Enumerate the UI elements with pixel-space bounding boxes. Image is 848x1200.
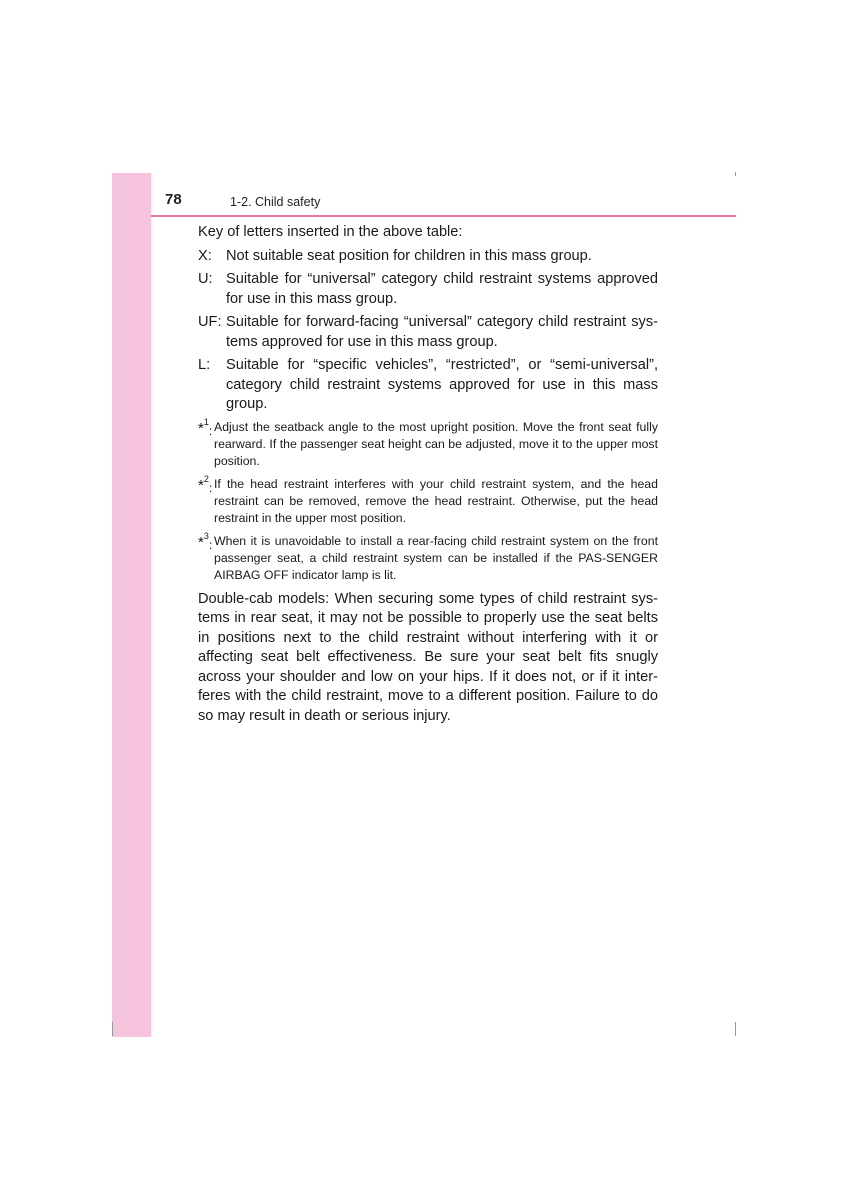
closing-paragraph: Double-cab models: When securing some types of child restraint sys-tems in rear seat, it may not be possible to properly use the seat belts in positions next to the child restraint without interfering with it or affecting seat belt effectiveness. Be sure your seat belt fits snugly across your shoulder and low on your hips. If it does not, or if it inter-feres with the child restraint, move to a different position. Failure to do so may result in death or serious injury. — [198, 590, 658, 724]
footnote-marker: *$^3$: — [198, 530, 213, 552]
page-body — [198, 223, 658, 726]
header-rule — [151, 215, 736, 217]
key-text: Suitable for “specific vehicles”, “restricted”, or “semi-universal”, category child restraint systems approved for use in this mass group. — [226, 357, 658, 412]
page-number: 78 — [165, 191, 182, 208]
footnote — [198, 473, 658, 527]
key-item — [198, 270, 658, 309]
key-item — [198, 313, 658, 352]
footnote-marker: *$^2$: — [198, 473, 213, 495]
key-item — [198, 247, 658, 267]
crop-mark — [112, 1022, 113, 1036]
footnote-text: If the head restraint interferes with your child restraint system, and the head restraint can be removed, remove the head restraint. Otherwise, put the head restraint in the upper most position. — [214, 476, 658, 525]
section-title: 1-2. Child safety — [230, 195, 321, 209]
footnote — [198, 530, 658, 584]
key-letter: U: — [198, 271, 213, 287]
key-text: Suitable for “universal” category child restraint systems approved for use in this mass group. — [226, 271, 658, 307]
footnote-text: When it is unavoidable to install a rear-facing child restraint system on the front passenger seat, a child restraint system can be installed if the PAS-SENGER AIRBAG OFF indicator lamp is lit. — [214, 533, 658, 582]
page-edge-tab — [112, 173, 151, 1037]
key-title: Key of letters inserted in the above table: — [198, 224, 463, 240]
crop-mark — [735, 172, 736, 176]
key-text: Suitable for forward-facing “universal” category child restraint sys-tems approved for use in this mass group. — [226, 314, 658, 350]
footnote-text: Adjust the seatback angle to the most upright position. Move the front seat fully rearward. If the passenger seat height can be adjusted, move it to the upper most position. — [214, 419, 658, 468]
crop-mark — [735, 1022, 736, 1036]
key-letter: L: — [198, 357, 211, 373]
footnote — [198, 416, 658, 470]
key-letter: X: — [198, 247, 212, 264]
footnote-marker: *$^1$: — [198, 416, 213, 438]
key-letter: UF: — [198, 314, 222, 330]
key-text: Not suitable seat position for children in this mass group. — [226, 247, 592, 264]
key-item — [198, 356, 658, 415]
